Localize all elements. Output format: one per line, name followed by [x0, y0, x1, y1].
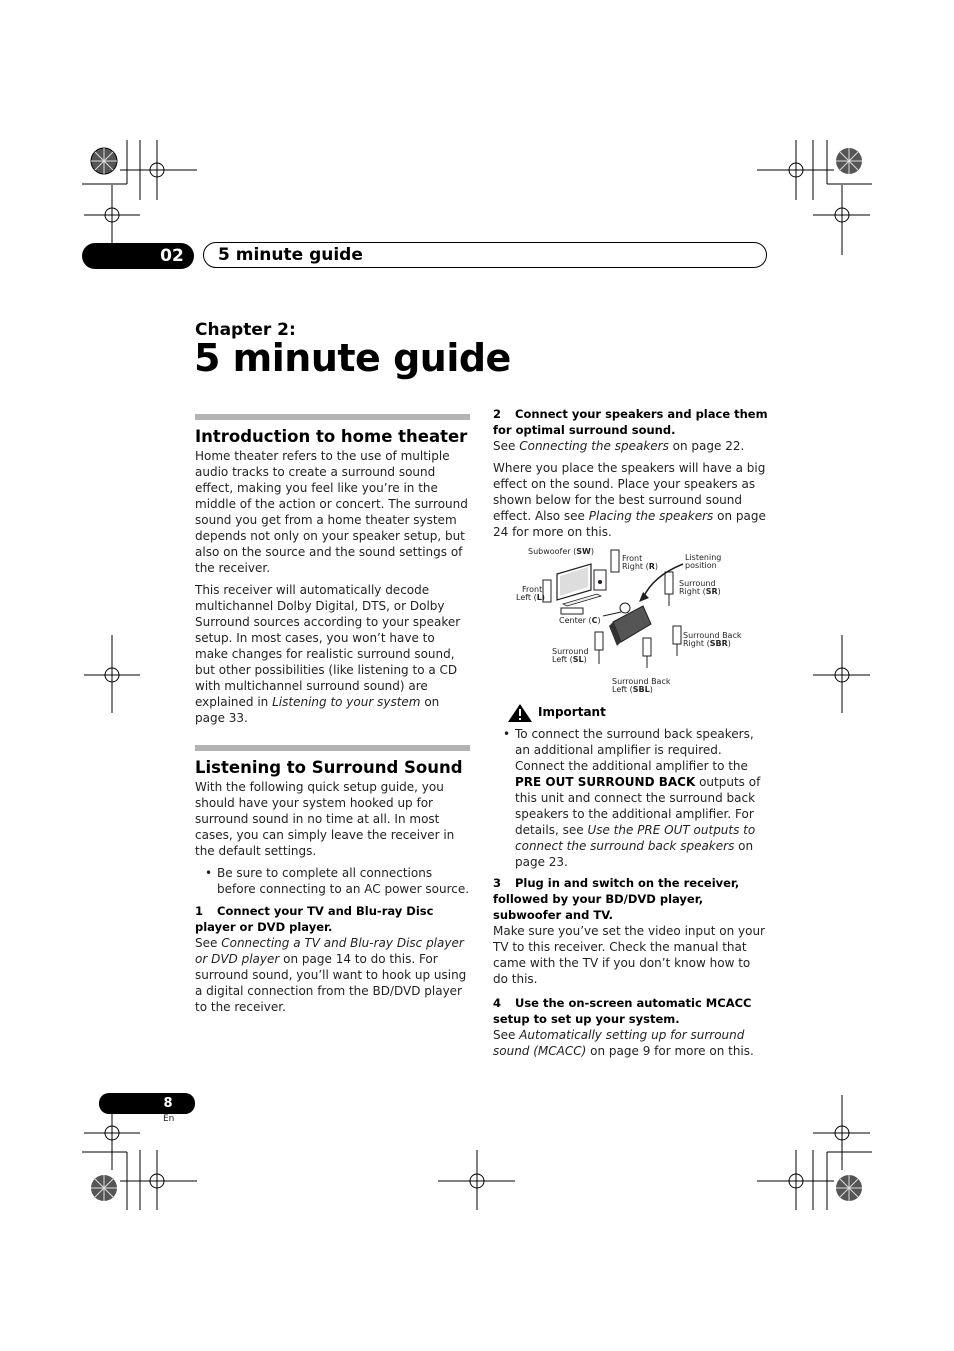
cross-reference: Listening to your system [272, 695, 421, 709]
label-surround-left: Surround [552, 647, 589, 656]
bullet-list [195, 865, 470, 897]
important-list [493, 726, 768, 870]
left-column [195, 414, 470, 1015]
step-2-title: 2 Connect your speakers and place them for optimal surround sound. [493, 407, 768, 437]
running-header-title: 5 minute guide [218, 245, 363, 265]
label-surround-right-2: Right (SR) [679, 587, 721, 596]
surround-heading: Listening to Surround Sound [195, 758, 463, 777]
cross-reference: Placing the speakers [588, 509, 714, 523]
label-front-left-2: Left (L) [516, 593, 545, 602]
step-2-see: See Connecting the speakers on page 22. [493, 439, 745, 453]
label-surround-left-2: Left (SL) [552, 655, 587, 664]
step-3-body: Make sure you’ve set the video input on your TV to this receiver. Check the manual that came with the TV if you don’t know how to do this. [493, 924, 765, 986]
section-rule [195, 414, 470, 420]
starburst-target-bottom-right [836, 1175, 862, 1201]
label-center: Center (C) [559, 616, 601, 625]
label-surround-back-right: Surround Back [683, 631, 742, 640]
label-subwoofer: Subwoofer (SW) [528, 547, 594, 556]
label-front-right-2: Right (R) [622, 562, 659, 571]
page-number: 8 [163, 1096, 173, 1111]
label-listening-position-2: position [685, 561, 717, 570]
section-rule [195, 745, 470, 751]
important-header [493, 703, 768, 723]
starburst-target-top-right [836, 148, 862, 174]
step-1-title: 1 Connect your TV and Blu-ray Disc player or DVD player. [195, 904, 434, 934]
important-label: Important [538, 705, 606, 719]
starburst-target-bottom-left [91, 1175, 117, 1201]
center-speaker-icon [561, 608, 583, 614]
intro-paragraph-2: This receiver will automatically decode multichannel Dolby Digital, DTS, or Dolby Surround sources according to your speaker setup. In most cases, you won’t have to make changes for realistic surround sound, but other possibilities (like listening to a CD with multichannel surround sound) are explained in Listening to your system on page 33. [195, 583, 461, 725]
surround-back-left-speaker-icon [643, 638, 651, 656]
step-2-body: Where you place the speakers will have a big effect on the sound. Place your speakers as shown below for the best surround sound effect. Also see Placing the speakers on page 24 for more on this. [493, 461, 766, 539]
list-item: • Be sure to complete all connections before connecting to an AC power source. [217, 865, 470, 897]
intro-heading: Introduction to home theater [195, 427, 468, 446]
cross-reference: Connecting the speakers [519, 439, 669, 453]
step-4-title: 4 Use the on-screen automatic MCACC setup to set up your system. [493, 996, 752, 1026]
surround-left-speaker-icon [595, 632, 603, 650]
surround-paragraph: With the following quick setup guide, you should have your system hooked up for surround sound in no time at all. In most cases, you can simply leave the receiver in the default settings. [195, 780, 455, 858]
running-header [203, 242, 767, 268]
label-surround-back-right-2: Right (SBR) [683, 639, 731, 648]
chapter-number: 02 [160, 246, 184, 266]
chapter-label: Chapter 2: [195, 320, 296, 340]
warning-icon [507, 703, 533, 723]
page-language: En [163, 1114, 175, 1124]
cross-reference: Use the PRE OUT outputs to connect the surround back speakers [515, 823, 756, 853]
label-surround-back-left-2: Left (SBL) [612, 685, 653, 694]
right-column [493, 406, 768, 1059]
cross-reference: Automatically setting up for surround sound (MCACC) [493, 1028, 745, 1058]
surround-back-right-speaker-icon [673, 626, 681, 644]
label-surround-right: Surround [679, 579, 716, 588]
page-title: 5 minute guide [194, 336, 511, 380]
page-number-pill [99, 1093, 195, 1114]
step-1-body: See Connecting a TV and Blu-ray Disc player or DVD player on page 14 to do this. For surround sound, you’ll want to hook up using a digital connection from the BD/DVD player to the receiver. [195, 936, 467, 1014]
starburst-target-top-left [91, 148, 117, 174]
step-3-title: 3 Plug in and switch on the receiver, followed by your BD/DVD player, subwoofer and TV. [493, 876, 740, 922]
label-surround-back-left: Surround Back [612, 677, 671, 686]
label-listening-position: Listening [685, 553, 722, 562]
intro-paragraph-1: Home theater refers to the use of multiple audio tracks to create a surround sound effect, making you feel like you’re in the middle of the action or concert. The surround sound you get from a home theater system depends not only on your speaker setup, but also on the source and the sound settings of the receiver. [195, 449, 468, 575]
surround-right-speaker-icon [665, 572, 673, 594]
cross-reference: Connecting a TV and Blu-ray Disc player or DVD player [195, 936, 464, 966]
front-right-speaker-icon [611, 550, 619, 572]
list-item: • To connect the surround back speakers, an additional amplifier is required. Connect the additional amplifier to the PRE OUT SURROUND BACK outputs of this unit and connect the surround back speakers to the additional amplifier. For details, see Use the PRE OUT outputs to connect the surround back speakers on page 23. [515, 726, 768, 870]
speaker-placement-diagram [493, 546, 768, 701]
step-4-body: See Automatically setting up for surround sound (MCACC) on page 9 for more on this. [493, 1028, 754, 1058]
label-front-right: Front [622, 554, 643, 563]
label-front-left: Front [522, 585, 543, 594]
